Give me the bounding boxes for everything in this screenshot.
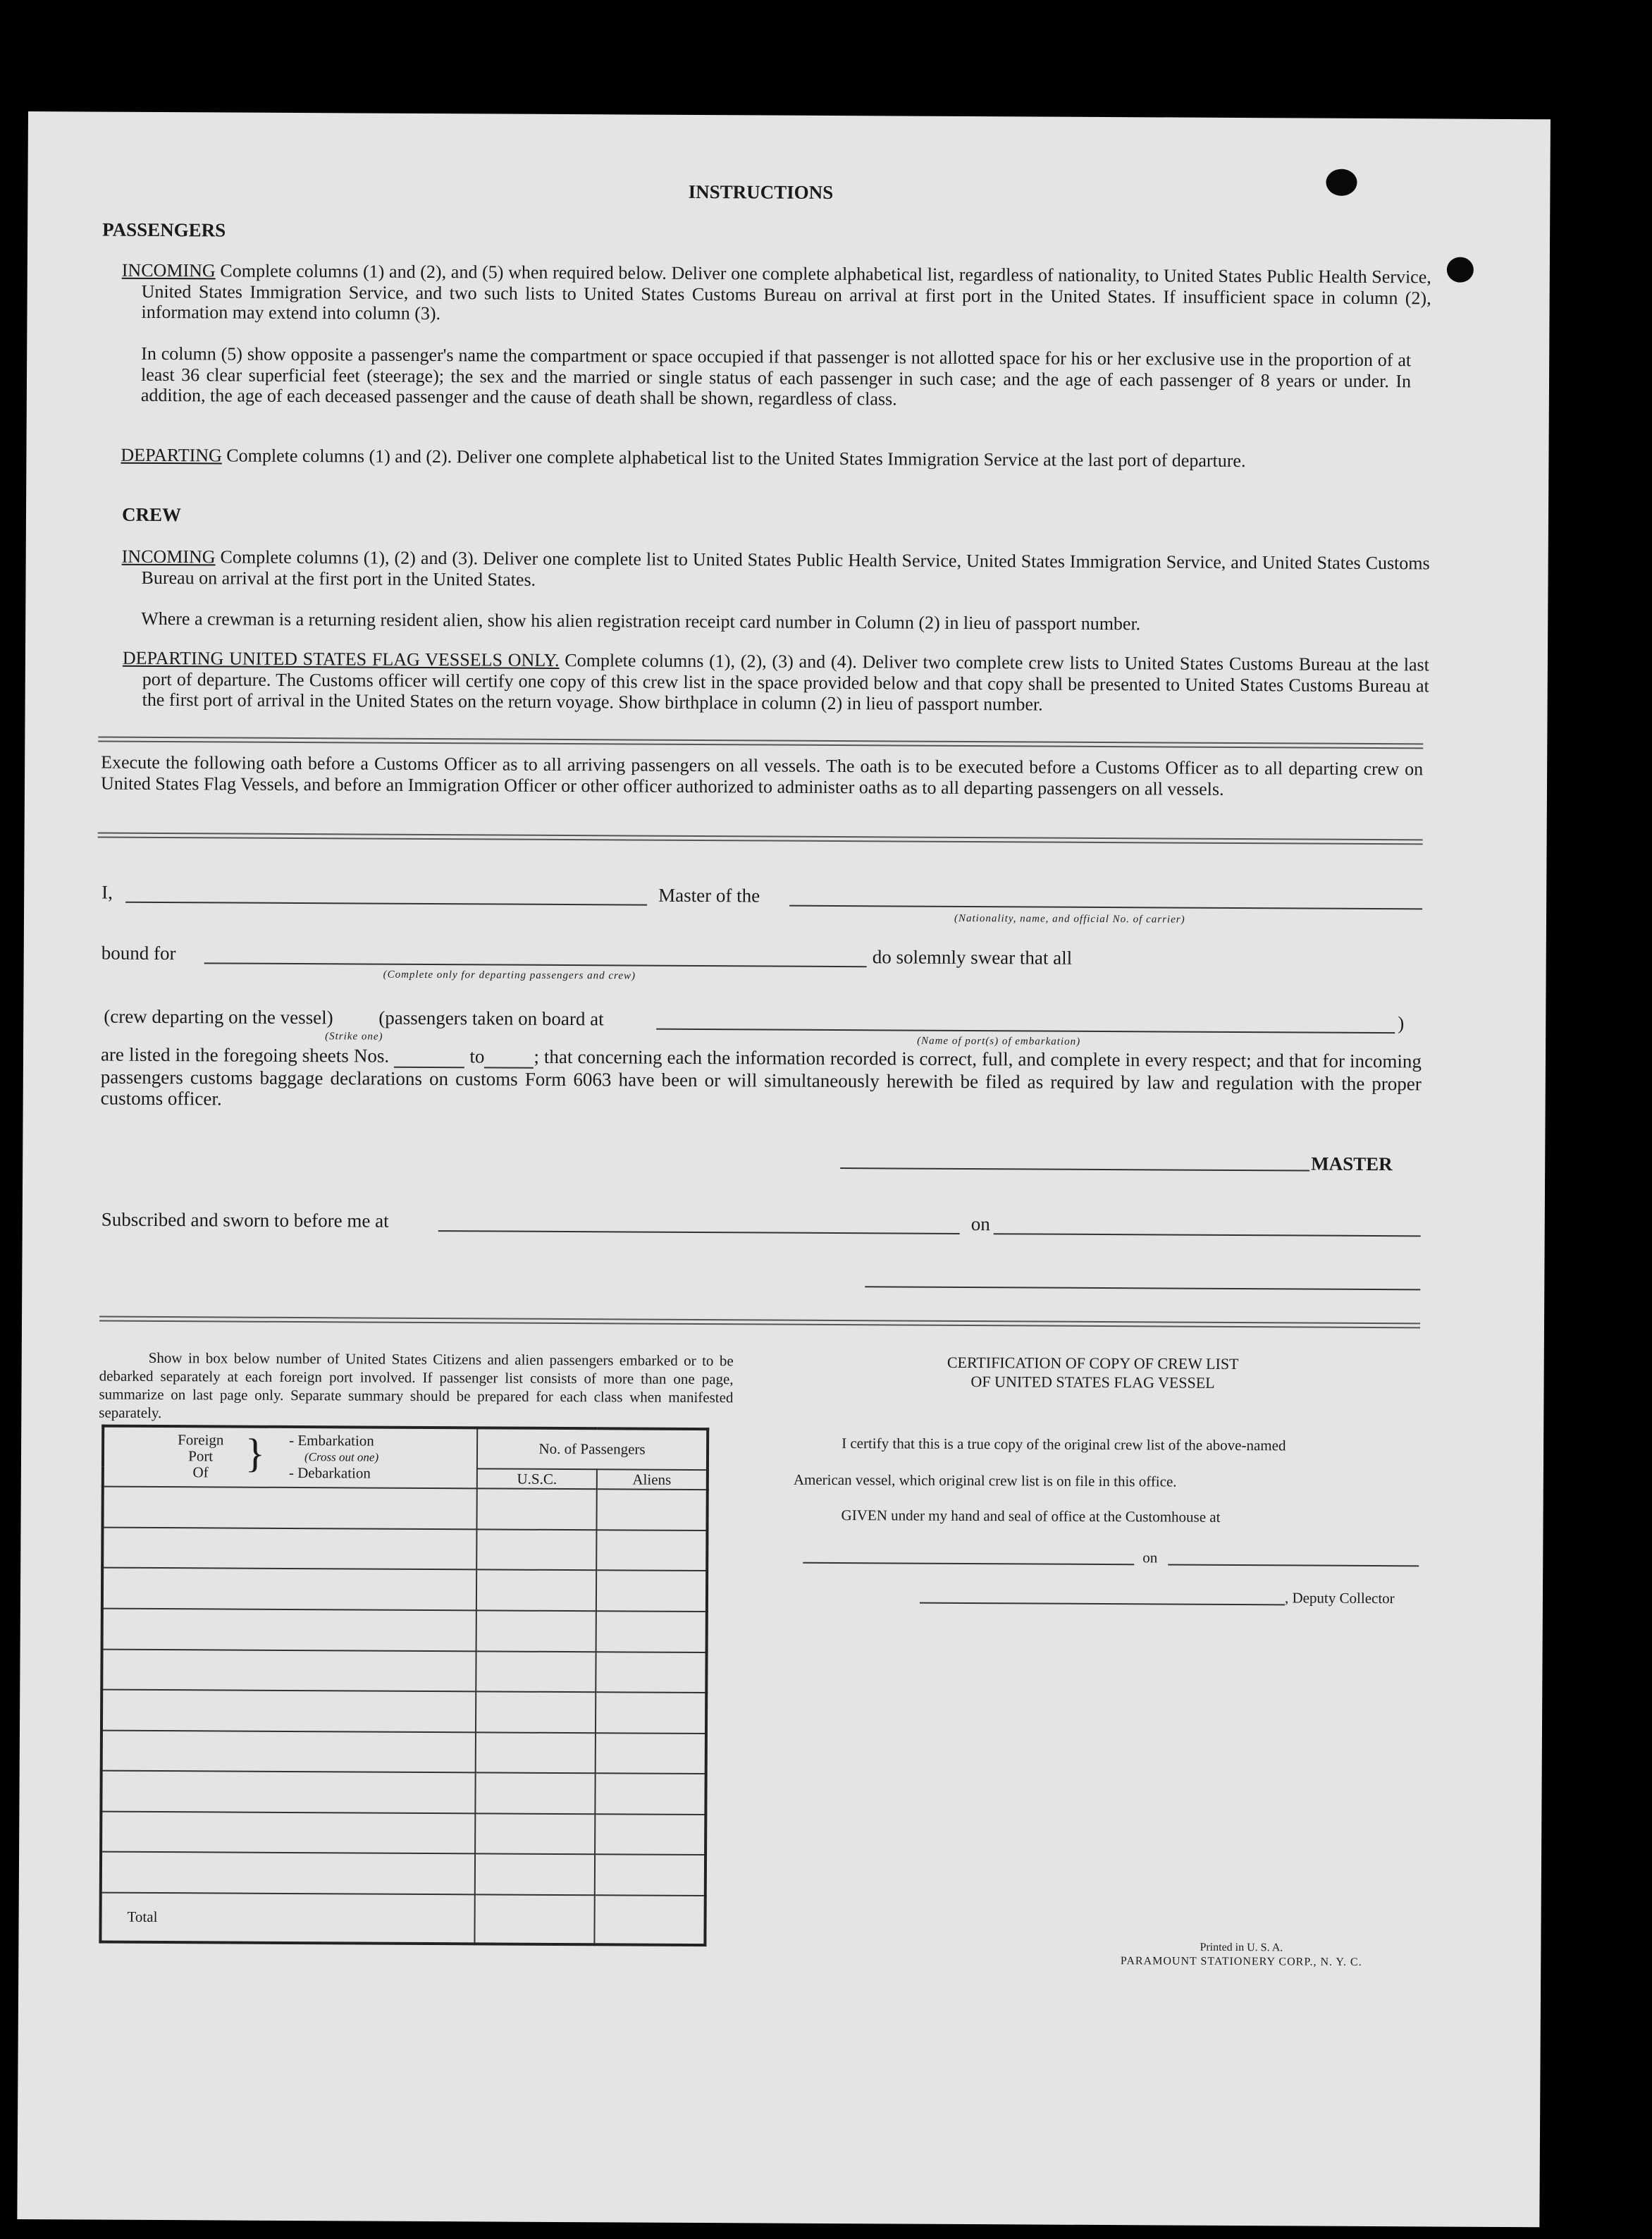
aliens-cell[interactable] bbox=[596, 1571, 707, 1612]
passengers-departing-label: DEPARTING bbox=[121, 444, 222, 466]
imprint-line2: PARAMOUNT STATIONERY CORP., N. Y. C. bbox=[1120, 1955, 1362, 1968]
aliens-cell[interactable] bbox=[596, 1530, 707, 1571]
to-label: to bbox=[469, 1045, 485, 1067]
certification-date-field[interactable] bbox=[1168, 1564, 1419, 1566]
customhouse-field[interactable] bbox=[803, 1562, 1134, 1565]
listed-prefix: are listed in the foregoing sheets Nos. bbox=[100, 1043, 390, 1067]
usc-cell[interactable] bbox=[476, 1651, 596, 1692]
usc-cell[interactable] bbox=[475, 1773, 595, 1814]
port-cell[interactable] bbox=[101, 1690, 476, 1732]
page-title: INSTRUCTIONS bbox=[688, 180, 834, 203]
usc-cell[interactable] bbox=[476, 1570, 596, 1611]
of-label: Of bbox=[192, 1464, 209, 1481]
master-of-label: Master of the bbox=[658, 884, 760, 907]
master-signature-field[interactable] bbox=[840, 1167, 1309, 1171]
port-cell[interactable] bbox=[101, 1730, 476, 1772]
crew-heading: CREW bbox=[121, 503, 182, 526]
usc-cell[interactable] bbox=[476, 1529, 596, 1570]
crew-departing-paragraph bbox=[123, 648, 1429, 717]
brace-icon: } bbox=[245, 1430, 266, 1476]
aliens-cell[interactable] bbox=[595, 1774, 705, 1815]
deputy-collector-signature[interactable] bbox=[920, 1602, 1285, 1606]
crew-incoming-text: Complete columns (1), (2) and (3). Deliver one complete list to United States Public Health Service, United States Immigration Service, and United States Customs Bureau on arrival at the first port in the United States. bbox=[141, 546, 1430, 590]
port-cell[interactable] bbox=[101, 1649, 476, 1691]
port-cell[interactable] bbox=[101, 1811, 475, 1853]
carrier-caption: (Nationality, name, and official No. of carrier) bbox=[954, 912, 1185, 926]
passengers-taken-option[interactable]: (passengers taken on board at bbox=[378, 1007, 604, 1030]
passengers-heading: PASSENGERS bbox=[102, 219, 226, 241]
port-cell[interactable] bbox=[101, 1852, 475, 1894]
port-cell[interactable] bbox=[102, 1487, 476, 1529]
passengers-departing-text: Complete columns (1) and (2). Deliver one complete alphabetical list to the United States Immigration Service at the last port of departure. bbox=[226, 445, 1246, 472]
port-label: Port bbox=[188, 1447, 214, 1465]
bound-for-label: bound for bbox=[101, 942, 176, 964]
sworn-on-label: on bbox=[970, 1213, 990, 1235]
certify-line1: I certify that this is a true copy of the original crew list of the above-named bbox=[842, 1435, 1286, 1454]
section-divider bbox=[98, 833, 1423, 845]
listed-paragraph bbox=[101, 1044, 1422, 1116]
port-cell[interactable] bbox=[101, 1771, 475, 1813]
sworn-date-field[interactable] bbox=[994, 1233, 1421, 1237]
sworn-place-field[interactable] bbox=[438, 1230, 960, 1234]
summary-instructions: Show in box below number of United States Citizens and alien passengers embarked or to be debarked separately at each foreign port involved. If passenger list consists of more than one page, summarize on last page only. Separate summary should be prepared for each class when manifested separately. bbox=[99, 1349, 734, 1422]
section-divider bbox=[99, 1316, 1420, 1329]
port-cell[interactable] bbox=[102, 1527, 476, 1569]
aliens-cell[interactable] bbox=[595, 1814, 705, 1855]
passengers-departing-paragraph bbox=[121, 445, 1430, 472]
passengers-column5-paragraph: In column (5) show opposite a passenger's name the compartment or space occupied if that passenger is not allotted space for his or her exclusive use in the proportion of at least 36 clear superficial feet (steerage); the sex and the married or single status of each passenger in such case; and the age of each passenger of 8 years or under. In addition, the age of each deceased passenger and the cause of death shall be shown, regardless of class. bbox=[140, 343, 1412, 410]
aliens-cell[interactable] bbox=[596, 1490, 707, 1531]
usc-cell[interactable] bbox=[475, 1854, 595, 1895]
usc-cell[interactable] bbox=[476, 1732, 596, 1773]
crew-incoming-label: INCOMING bbox=[121, 546, 216, 568]
total-label: Total bbox=[100, 1893, 474, 1944]
embarkation-option[interactable]: - Embarkation bbox=[289, 1431, 374, 1449]
foreign-label: Foreign bbox=[178, 1431, 224, 1449]
usc-cell[interactable] bbox=[476, 1489, 596, 1530]
embarkation-ports-field[interactable] bbox=[656, 1029, 1395, 1033]
sheet-to-field[interactable] bbox=[484, 1045, 534, 1068]
imprint-line1: Printed in U. S. A. bbox=[1200, 1941, 1283, 1954]
bound-for-field[interactable] bbox=[204, 962, 867, 967]
aliens-cell[interactable] bbox=[596, 1692, 706, 1733]
passengers-incoming-text: Complete columns (1) and (2), and (5) when required below. Deliver one complete alphabetical list, regardless of nationality, to United States Public Health Service, United States Immigration Service, and two such lists to United States Customs Bureau on arrival at first port in the United States. If insufficient space in column (2), information may extend into column (3). bbox=[141, 260, 1431, 324]
deputy-collector-label: , Deputy Collector bbox=[1284, 1589, 1395, 1607]
punch-hole bbox=[1447, 257, 1474, 283]
listed-suffix: ; that concerning each the information recorded is correct, full, and complete in every respect; and that for incoming passengers customs baggage declarations on customs Form 6063 have been or will simultaneously herewith be filed as required by law and regulation with the proper customs officer. bbox=[100, 1045, 1422, 1110]
officer-signature-field[interactable] bbox=[865, 1286, 1420, 1290]
sheet-from-field[interactable] bbox=[394, 1045, 464, 1069]
aliens-cell[interactable] bbox=[596, 1611, 707, 1652]
usc-cell[interactable] bbox=[476, 1692, 596, 1733]
port-cell[interactable] bbox=[102, 1609, 476, 1651]
ports-caption: (Name of port(s) of embarkation) bbox=[917, 1035, 1081, 1048]
master-name-field[interactable] bbox=[125, 902, 647, 906]
oath-i-label: I, bbox=[101, 881, 113, 903]
certification-heading-line2: OF UNITED STATES FLAG VESSEL bbox=[970, 1373, 1215, 1392]
crew-departing-option[interactable]: (crew departing on the vessel) bbox=[104, 1005, 333, 1029]
subscribed-label: Subscribed and sworn to before me at bbox=[101, 1208, 389, 1232]
passenger-summary-table bbox=[99, 1425, 709, 1947]
usc-cell[interactable] bbox=[476, 1610, 596, 1651]
aliens-cell[interactable] bbox=[596, 1652, 706, 1693]
crew-incoming-paragraph bbox=[121, 546, 1429, 595]
passengers-incoming-paragraph bbox=[121, 260, 1431, 329]
aliens-header: Aliens bbox=[597, 1469, 708, 1490]
swear-label: do solemnly swear that all bbox=[872, 946, 1073, 969]
aliens-cell[interactable] bbox=[596, 1733, 706, 1774]
crew-departing-text: Complete columns (1), (2), (3) and (4). Deliver two complete crew lists to United States Customs Bureau at the last port of departure. The Customs officer will certify one copy of this crew list in the space provided below and that copy shall be presented to United States Customs Bureau at the first port of arrival in the United States on the return voyage. Show birthplace in column (2) in lieu of passport number. bbox=[142, 649, 1429, 715]
total-aliens-cell[interactable] bbox=[594, 1895, 705, 1945]
passengers-incoming-label: INCOMING bbox=[121, 259, 216, 281]
port-cell[interactable] bbox=[102, 1568, 476, 1610]
total-usc-cell[interactable] bbox=[474, 1894, 594, 1944]
crew-resident-paragraph: Where a crewman is a returning resident alien, show his alien registration receipt card number in Column (2) in lieu of passport number. bbox=[141, 608, 1141, 634]
cross-out-note: (Cross out one) bbox=[304, 1450, 379, 1464]
given-line: GIVEN under my hand and seal of office at the Customhouse at bbox=[841, 1507, 1221, 1526]
printer-imprint bbox=[1075, 1940, 1407, 1970]
certification-heading-line1: CERTIFICATION OF COPY OF CREW LIST bbox=[947, 1353, 1239, 1373]
certification-on-label: on bbox=[1142, 1549, 1158, 1566]
aliens-cell[interactable] bbox=[595, 1855, 705, 1896]
section-divider bbox=[98, 737, 1423, 749]
strike-caption: (Strike one) bbox=[325, 1031, 383, 1043]
close-paren: ) bbox=[1398, 1012, 1405, 1034]
form-page bbox=[17, 111, 1551, 2227]
master-label: MASTER bbox=[1311, 1153, 1393, 1175]
oath-instructions: Execute the following oath before a Customs Officer as to all arriving passengers on all vessels. The oath is to be executed before a Customs Officer as to all departing crew on United States Flag Vessels, and before an Immigration Officer or other officer authorized to administer oaths as to all departing passengers on all vessels. bbox=[100, 752, 1424, 799]
bound-caption: (Complete only for departing passengers and crew) bbox=[383, 969, 636, 982]
carrier-field[interactable] bbox=[789, 905, 1422, 910]
certification-heading bbox=[797, 1352, 1389, 1393]
certify-line2: American vessel, which original crew list is on file in this office. bbox=[793, 1471, 1177, 1490]
no-of-passengers-header: No. of Passengers bbox=[477, 1428, 708, 1469]
debarkation-option[interactable]: - Debarkation bbox=[288, 1464, 371, 1482]
usc-cell[interactable] bbox=[475, 1813, 595, 1854]
crew-departing-label: DEPARTING UNITED STATES FLAG VESSELS ONLY. bbox=[122, 647, 560, 670]
usc-header: U.S.C. bbox=[477, 1468, 597, 1490]
